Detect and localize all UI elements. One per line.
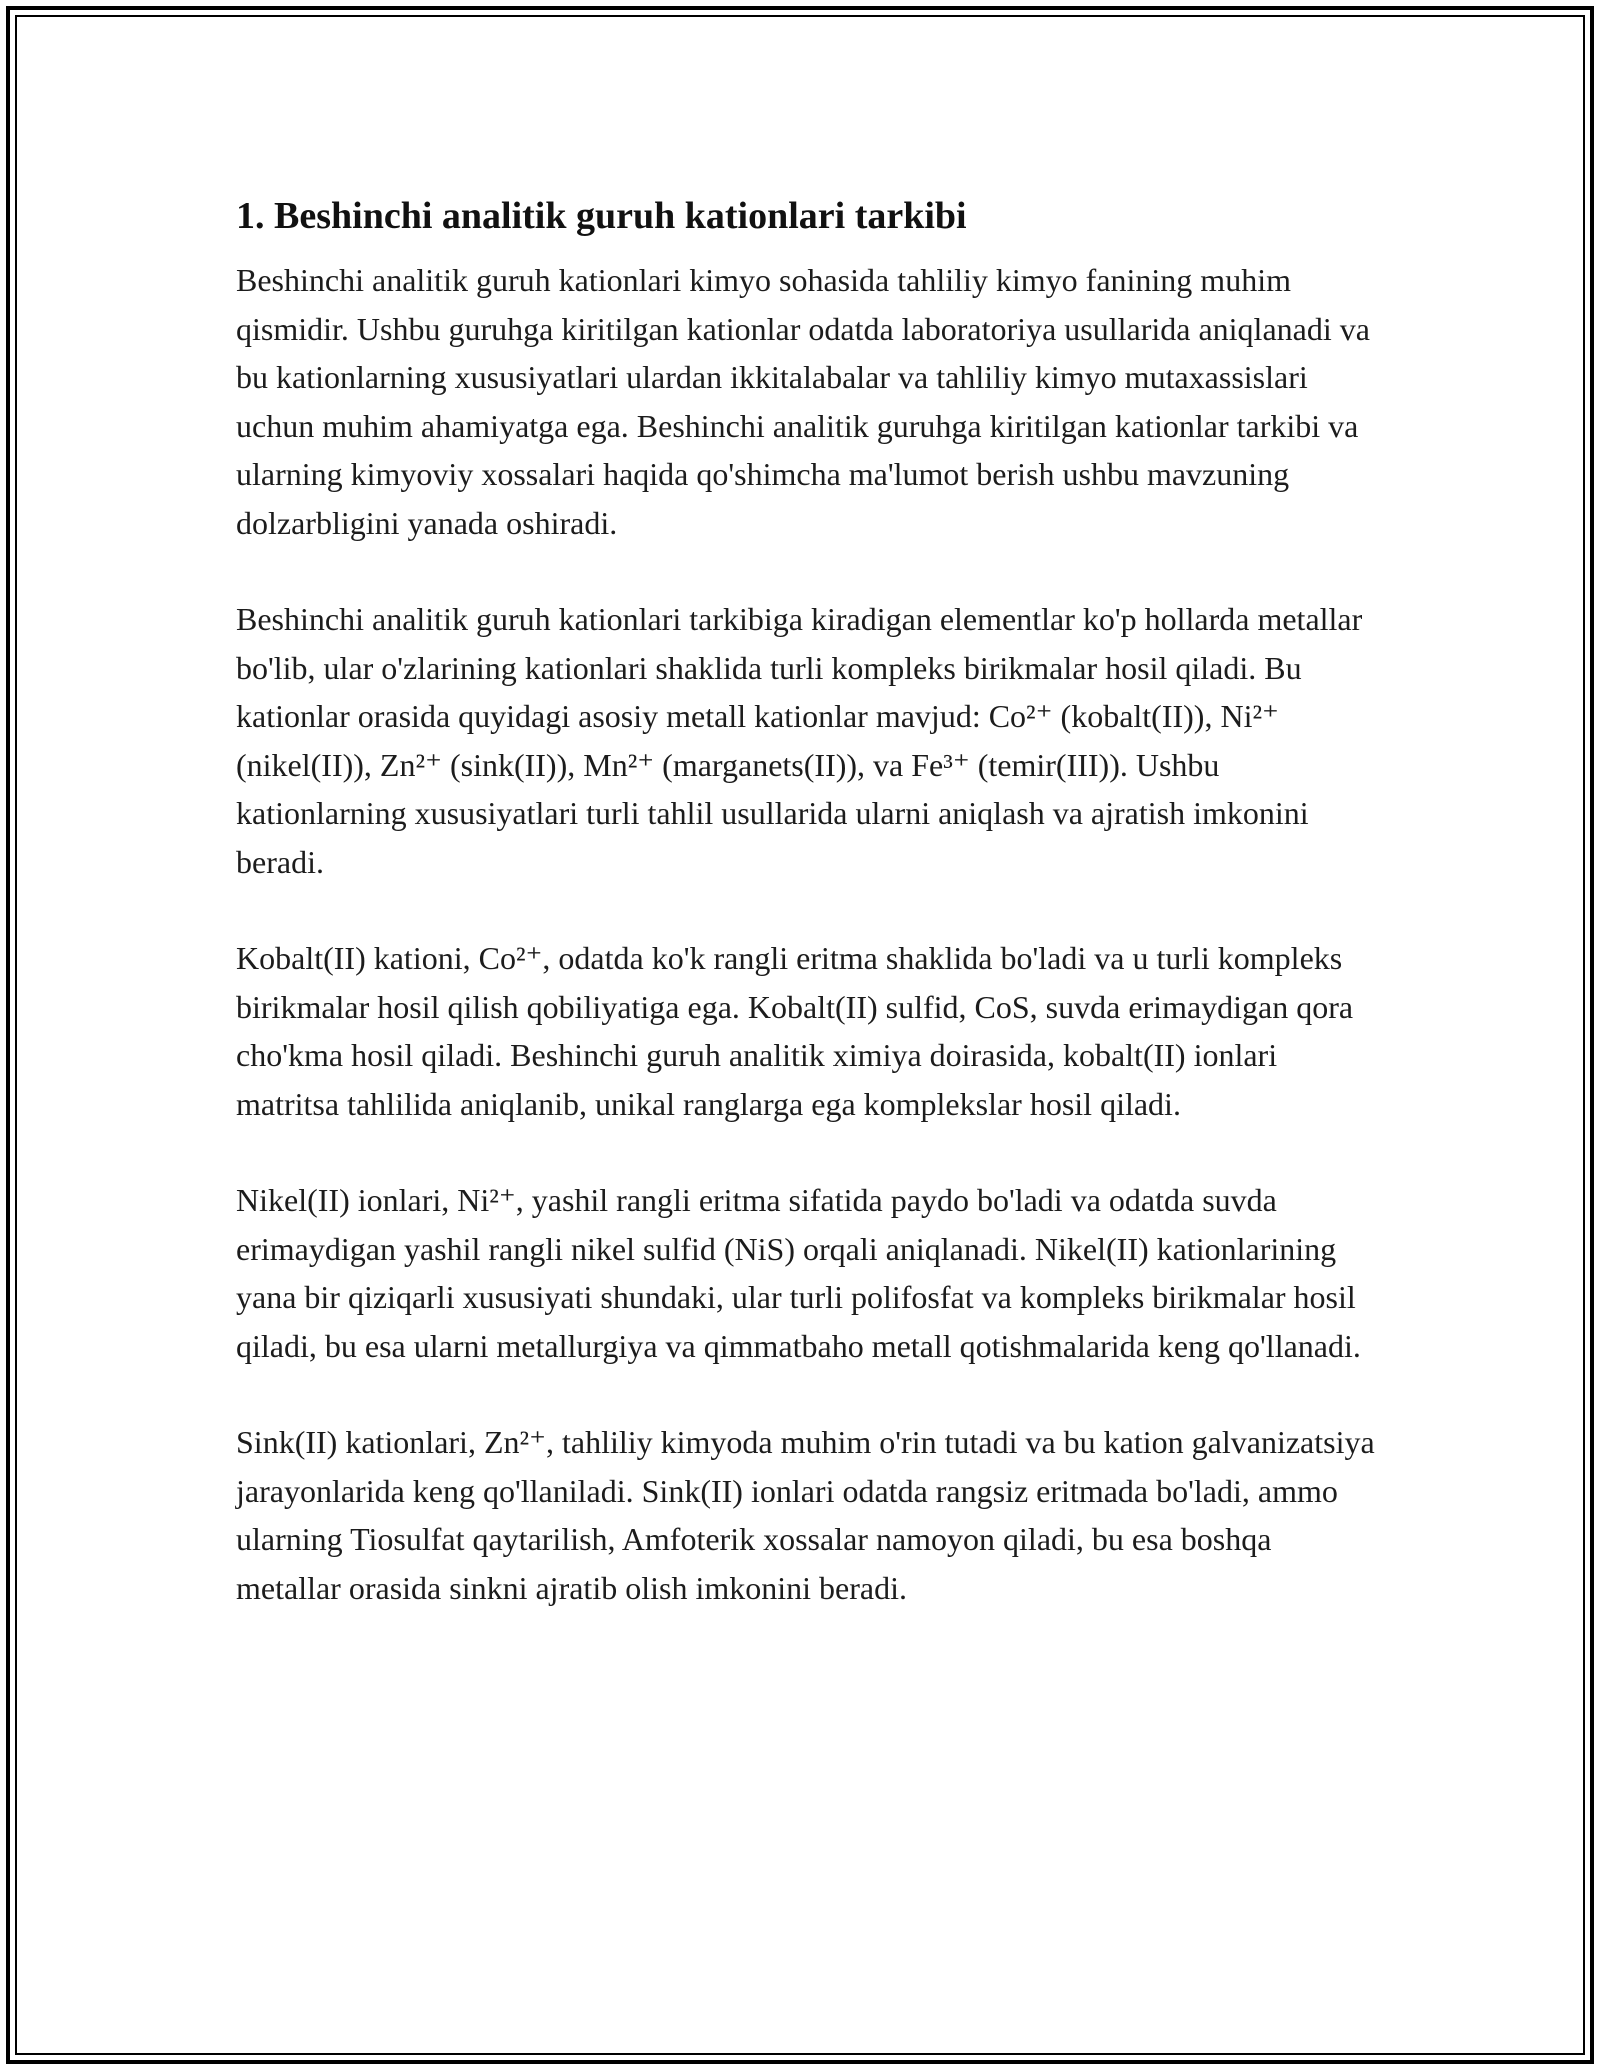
paragraph-zinc: Sink(II) kationlari, Zn²⁺, tahliliy kimyoda muhim o'rin tutadi va bu kation galvanizatsiya jarayonlarida keng qo'llaniladi. Sink(II) ionlari odatda rangsiz eritmada bo'ladi, ammo ularning Tiosulfat qaytarilish, Amfoterik xossalar namoyon qiladi, bu esa boshqa metallar orasida sinkni ajratib olish imkonini beradi.: [236, 1424, 1375, 1606]
paragraph-intro: Beshinchi analitik guruh kationlari kimyo sohasida tahliliy kimyo fanining muhim qismidir. Ushbu guruhga kiritilgan kationlar odatda laboratoriya usullarida aniqlanadi va bu kationlarning xususiyatlari ulardan ikkitalabalar va tahliliy kimyo mutaxassislari uchun muhim ahamiyatga ega. Beshinchi analitik guruhga kiritilgan kationlar tarkibi va ularning kimyoviy xossalari haqida qo'shimcha ma'lumot berish ushbu mavzuning dolzarbligini yanada oshiradi.: [236, 262, 1370, 541]
section-heading: 1. Beshinchi analitik guruh kationlari tarkibi: [236, 195, 967, 237]
paragraph-composition: Beshinchi analitik guruh kationlari tarkibiga kiradigan elementlar ko'p hollarda metallar bo'lib, ular o'zlarining kationlari shaklida turli kompleks birikmalar hosil qiladi. Bu kationlar orasida quyidagi asosiy metall kationlar mavjud: Co²⁺ (kobalt(II)), Ni²⁺ (nikel(II)), Zn²⁺ (sink(II)), Mn²⁺ (marganets(II)), va Fe³⁺ (temir(III)). Ushbu kationlarning xususiyatlari turli tahlil usullarida ularni aniqlash va ajratish imkonini beradi.: [236, 601, 1363, 880]
document-body: [236, 188, 1376, 1660]
paragraph-cobalt: Kobalt(II) kationi, Co²⁺, odatda ko'k rangli eritma shaklida bo'ladi va u turli kompleks birikmalar hosil qilish qobiliyatiga ega. Kobalt(II) sulfid, CoS, suvda erimaydigan qora cho'kma hosil qiladi. Beshinchi guruh analitik ximiya doirasida, kobalt(II) ionlari matritsa tahlilida aniqlanib, unikal ranglarga ega komplekslar hosil qiladi.: [236, 940, 1354, 1122]
paragraph-nickel: Nikel(II) ionlari, Ni²⁺, yashil rangli eritma sifatida paydo bo'ladi va odatda suvda erimaydigan yashil rangli nikel sulfid (NiS) orqali aniqlanadi. Nikel(II) kationlarining yana bir qiziqarli xususiyati shundaki, ular turli polifosfat va kompleks birikmalar hosil qiladi, bu esa ularni metallurgiya va qimmatbaho metall qotishmalarida keng qo'llanadi.: [236, 1182, 1361, 1364]
